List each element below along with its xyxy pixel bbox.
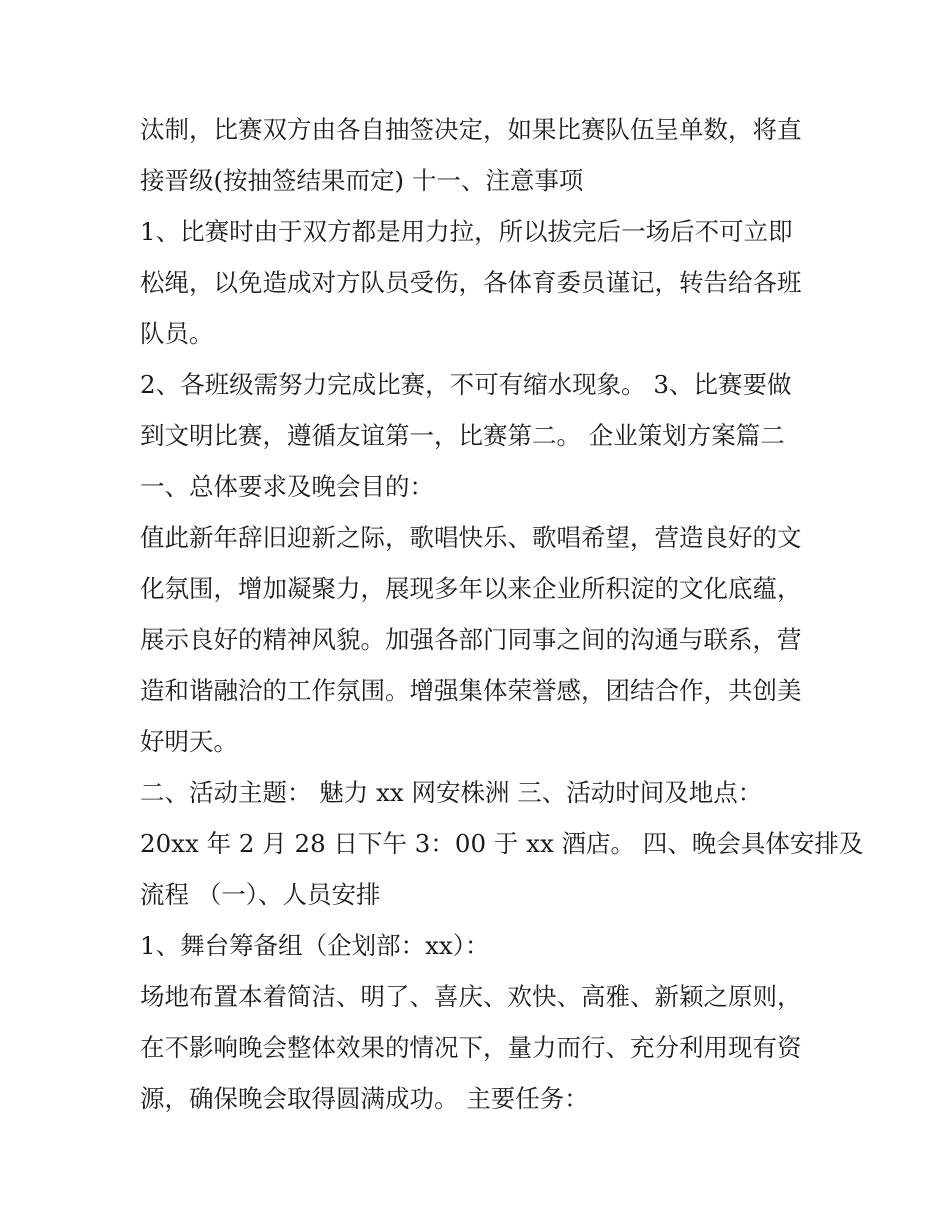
text-line: 2、各班级需努力完成比赛，不可有缩水现象。 3、比赛要做	[140, 370, 792, 399]
text-line: 场地布置本着简洁、明了、喜庆、欢快、高雅、新颖之原则，	[140, 982, 802, 1011]
text-line: 1、比赛时由于双方都是用力拉，所以拔完后一场后不可立即	[140, 217, 793, 246]
text-line: 队员。	[140, 319, 214, 348]
text-line: 二、活动主题： 魅力 xx 网安株洲 三、活动时间及地点：	[140, 778, 763, 807]
text-line: 接晋级(按抽签结果而定) 十一、注意事项	[140, 166, 584, 195]
text-line: 造和谐融洽的工作氛围。增强集体荣誉感，团结合作，共创美	[140, 676, 802, 705]
text-line: 化氛围，增加凝聚力，展现多年以来企业所积淀的文化底蕴，	[140, 574, 802, 603]
text-line: 在不影响晚会整体效果的情况下，量力而行、充分利用现有资	[140, 1033, 802, 1062]
text-line: 到文明比赛，遵循友谊第一，比赛第二。 企业策划方案篇二	[140, 421, 785, 450]
document-body	[140, 104, 864, 1124]
text-line: 值此新年辞旧迎新之际，歌唱快乐、歌唱希望，营造良好的文	[140, 523, 802, 552]
text-line: 流程 （一）、人员安排	[140, 880, 381, 909]
text-line: 1、舞台筹备组（企划部：xx）：	[140, 931, 490, 960]
text-line: 展示良好的精神风貌。加强各部门同事之间的沟通与联系，营	[140, 625, 802, 654]
text-line: 源，确保晚会取得圆满成功。 主要任务：	[140, 1084, 589, 1113]
section-heading: 一、总体要求及晚会目的：	[140, 472, 434, 501]
text-line: 松绳，以免造成对方队员受伤，各体育委员谨记，转告给各班	[140, 268, 802, 297]
text-line: 20xx 年 2 月 28 日下午 3：00 于 xx 酒店。 四、晚会具体安排及	[140, 829, 864, 858]
text-line: 好明天。	[140, 727, 238, 756]
text-line: 汰制，比赛双方由各自抽签决定，如果比赛队伍呈单数，将直	[140, 115, 802, 144]
